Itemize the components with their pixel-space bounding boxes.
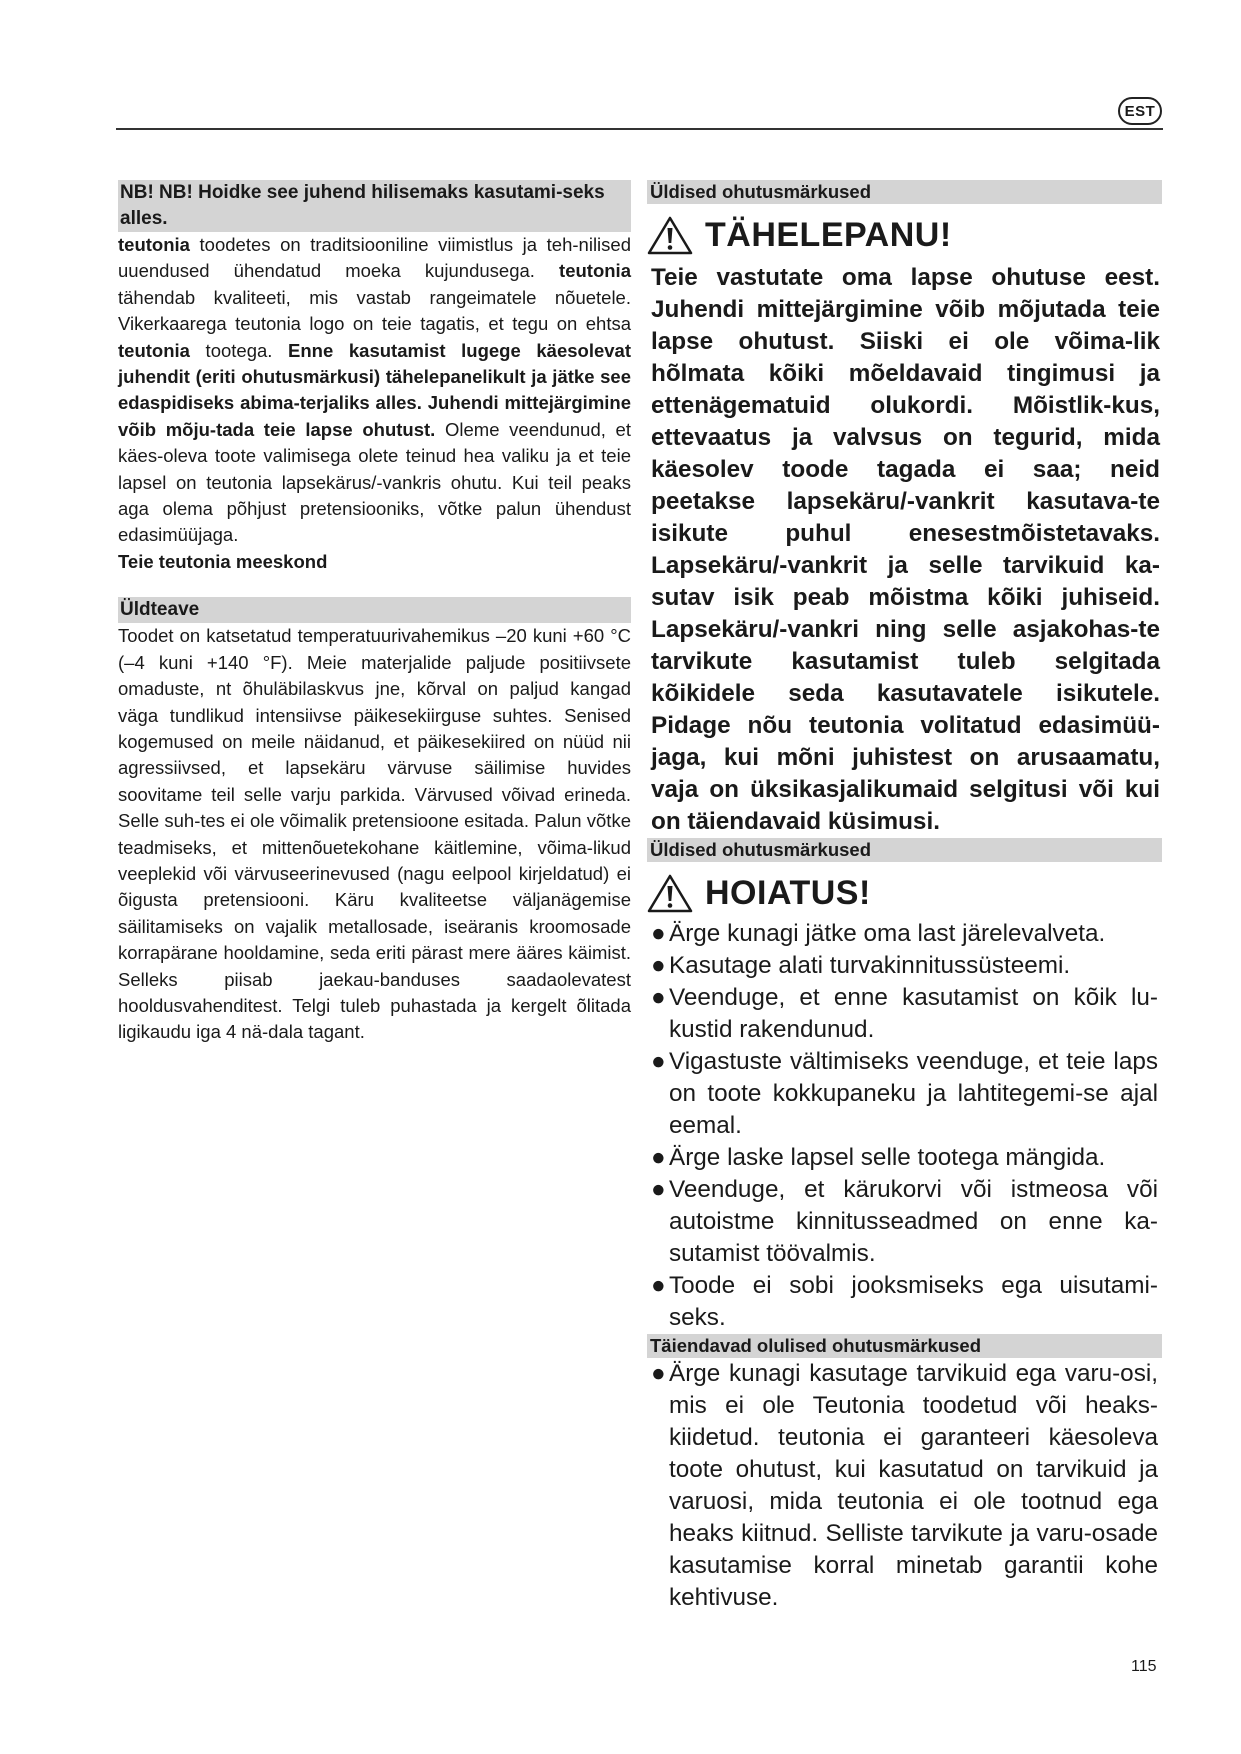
safety-heading-1: Üldised ohutusmärkused bbox=[647, 180, 1162, 204]
additional-list bbox=[647, 1358, 1162, 1614]
team-signature: Teie teutonia meeskond bbox=[118, 550, 328, 572]
attention-title-row bbox=[647, 210, 1162, 260]
header-rule bbox=[116, 128, 1163, 130]
nb-heading: NB! NB! Hoidke see juhend hilisemaks kasutami-seks alles. bbox=[118, 180, 631, 232]
bold-text-run: teutonia bbox=[118, 339, 190, 361]
bullet-icon: ● bbox=[651, 920, 666, 947]
bullet-icon: ● bbox=[651, 1176, 666, 1203]
general-info-paragraph: Toodet on katsetatud temperatuurivahemikus –20 kuni +60 °C (–4 kuni +140 °F). Meie materjalide paljude positiivsete omaduste, nt õhuläbilaskvus jne, kõrval on paljud kangad väga tundlikud intensiivse päikesekiirguse suhtes. Senised kogemused on meile näidanud, et päikesekiired on nüüd nii agressiivsed, et lapsekäru värvuse säilimise huvides soovitame teil selle varju parkida. Värvused võivad erineda. Selle suh-tes ei ole võimalik pretensioone esitada. Palun võtke teadmiseks, et mittenõuetekohane käitlemine, võima-likud veeplekid või värvuseerinevused (nagu eelpool kirjeldatud) ei õigusta pretensiooni. Käru kvaliteetse väljanägemise säilitamiseks on vajalik metallosade, iseäranis kroomosade korrapärane hooldamine, seda eriti pärast mere ääres käimist. Selleks piisab jaekau-banduses saadaolevatest hooldusvahenditest. Telgi tuleb puhastada ja kergelt õlitada ligikaudu iga 4 nä-dala tagant. bbox=[118, 625, 631, 1043]
safety-heading-2: Üldised ohutusmärkused bbox=[647, 838, 1162, 862]
additional-safety-heading: Täiendavad olulised ohutusmärkused bbox=[647, 1334, 1162, 1358]
bullet-icon: ● bbox=[651, 1360, 666, 1387]
bullet-icon: ● bbox=[651, 1272, 666, 1299]
bullet-icon: ● bbox=[651, 1144, 666, 1171]
bold-text-run: teutonia bbox=[559, 260, 631, 282]
warning-triangle-icon bbox=[647, 873, 693, 913]
left-column bbox=[118, 180, 631, 1046]
warning-title-row bbox=[647, 868, 1162, 918]
list-item: ● Ärge kunagi jätke oma last järelevalveta. bbox=[647, 918, 1158, 950]
warning-triangle-icon bbox=[647, 215, 693, 255]
warning-title: HOIATUS! bbox=[705, 873, 871, 912]
language-badge: EST bbox=[1118, 97, 1162, 125]
intro-paragraph bbox=[118, 232, 631, 549]
bullet-icon: ● bbox=[651, 952, 666, 979]
bullet-icon: ● bbox=[651, 984, 666, 1011]
bullet-icon: ● bbox=[651, 1048, 666, 1075]
right-column bbox=[647, 180, 1162, 1614]
list-item: ● Veenduge, et enne kasutamist on kõik lu-kustid rakendunud. bbox=[651, 984, 1158, 1043]
general-info-heading: Üldteave bbox=[118, 597, 631, 623]
text-run: tootega. bbox=[189, 339, 289, 361]
list-item: ● Veenduge, et kärukorvi või istmeosa või autoistme kinnitusseadmed on enne ka-sutamist töövalmis. bbox=[651, 1176, 1158, 1267]
list-item: ● Ärge kunagi kasutage tarvikuid ega varu-osi, mis ei ole Teutonia toodetud või heaks-kiidetud. teutonia ei garanteeri käesoleva toote ohutust, kui kasutatud on tarvikuid ja varuosi, mida teutonia ei ole tootnud ega heaks kiitnud. Selliste tarvikute ja varu-osade kasutamise korral minetab garantii kohe kehtivuse. bbox=[651, 1360, 1158, 1611]
list-item: ● Vigastuste vältimiseks veenduge, et teie laps on toote kokkupaneku ja lahtitegemi-se ajal eemal. bbox=[651, 1048, 1158, 1139]
text-run: toodetes on traditsiooniline viimistlus ja teh-nilised uuendused ühendatud moeka kujundusega. bbox=[118, 234, 631, 282]
bold-text-run: Enne kasutamist lugege käesolevat juhendit (eriti ohutusmärkusi) tähelepanelikult ja jätke see edaspidiseks abima-terjaliks alles. Juhendi mittejärgimine võib mõju-tada teie lapse ohutust. bbox=[118, 339, 631, 440]
page-number: 115 bbox=[1131, 1658, 1157, 1675]
attention-paragraph: Teie vastutate oma lapse ohutuse eest. Juhendi mittejärgimine võib mõjutada teie lapse ohutust. Siiski ei ole võima-lik hõlmata kõiki mõeldavaid tingimusi ja ettenägematuid olukordi. Mõistlik-kus, ettevaatus ja valvsus on tegurid, mida käesolev toode tagada ei saa; neid peetakse lapsekäru/-vankrit kasutava-te isikute puhul enesestmõistetavaks. Lapsekäru/-vankrit ja selle tarvikuid ka-sutav isik peab mõistma kõiki juhiseid. Lapsekäru/-vankri ning selle asjakohas-te tarvikute kasutamist tuleb selgitada kõikidele seda kasutavatele isikutele. Pidage nõu teutonia volitatud edasimüü-jaga, kui mõni juhistest on arusaamatu, vaja on üksikasjalikumaid selgitusi või kui on täiendavaid küsimusi. bbox=[651, 264, 1160, 835]
attention-title: TÄHELEPANU! bbox=[705, 215, 952, 254]
warning-list bbox=[647, 918, 1162, 1334]
list-item: ● Toode ei sobi jooksmiseks ega uisutami-seks. bbox=[651, 1272, 1158, 1331]
spacer bbox=[118, 575, 631, 597]
text-run: tähendab kvaliteeti, mis vastab rangeimatele nõuetele. Vikerkaarega teutonia logo on teie tagatis, et tegu on ehtsa bbox=[118, 286, 631, 335]
list-item: ● Kasutage alati turvakinnitussüsteemi. bbox=[647, 950, 1158, 982]
text-run: Oleme veendunud, et käes-oleva toote valimisega olete teinud hea valiku ja et teie lapsel on teutonia lapsekärus/-vankris ohutu. Kui teil peaks aga olema põhjust pretensiooniks, võtke palun ühendust edasimüüjaga. bbox=[118, 418, 631, 546]
list-item: ● Ärge laske lapsel selle tootega mängida. bbox=[647, 1142, 1158, 1174]
bold-text-run: teutonia bbox=[118, 234, 190, 255]
